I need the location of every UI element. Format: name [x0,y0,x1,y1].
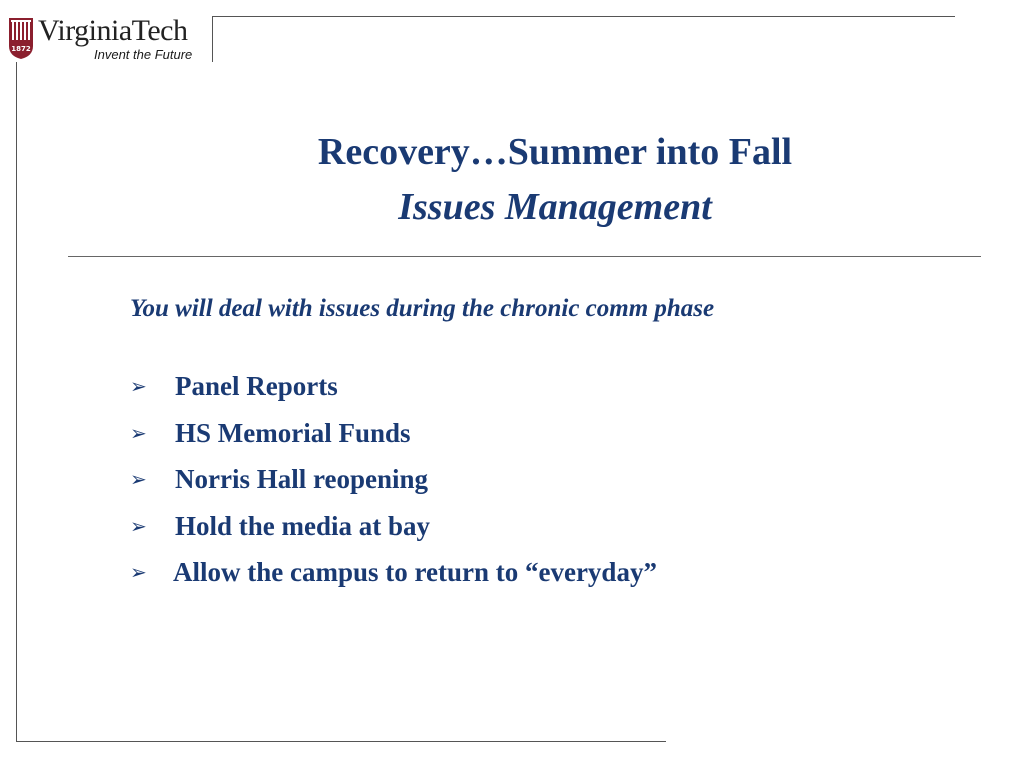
frame-bottom-line [16,741,666,742]
virginia-tech-logo [6,14,212,64]
shield-year: 1872 [11,45,31,53]
arrow-bullet-icon: ➢ [130,420,147,445]
logo-tagline: Invent the Future [94,47,193,62]
shield-icon [8,16,34,60]
arrow-bullet-icon: ➢ [130,467,147,491]
slide-title: Recovery…Summer into Fall [317,131,793,173]
bullet-label: Hold the media at bay [175,510,431,541]
arrow-bullet-icon: ➢ [130,374,147,398]
arrow-bullet-icon: ➢ [130,513,147,538]
slide-intro: You will deal with issues during the chronic comm phase [130,295,715,322]
logo-wordmark: VirginiaTech [38,14,188,47]
frame-logo-divider [212,16,213,62]
bullet-label: Norris Hall reopening [175,464,428,494]
bullet-label: Allow the campus to return to “everyday” [173,557,657,587]
bullet-label: HS Memorial Funds [175,417,411,448]
arrow-bullet-icon: ➢ [130,560,147,584]
bullet-label: Panel Reports [175,371,338,401]
frame-top-line [212,16,955,17]
slide-subtitle: Issues Management [398,186,712,228]
title-divider [68,256,981,257]
